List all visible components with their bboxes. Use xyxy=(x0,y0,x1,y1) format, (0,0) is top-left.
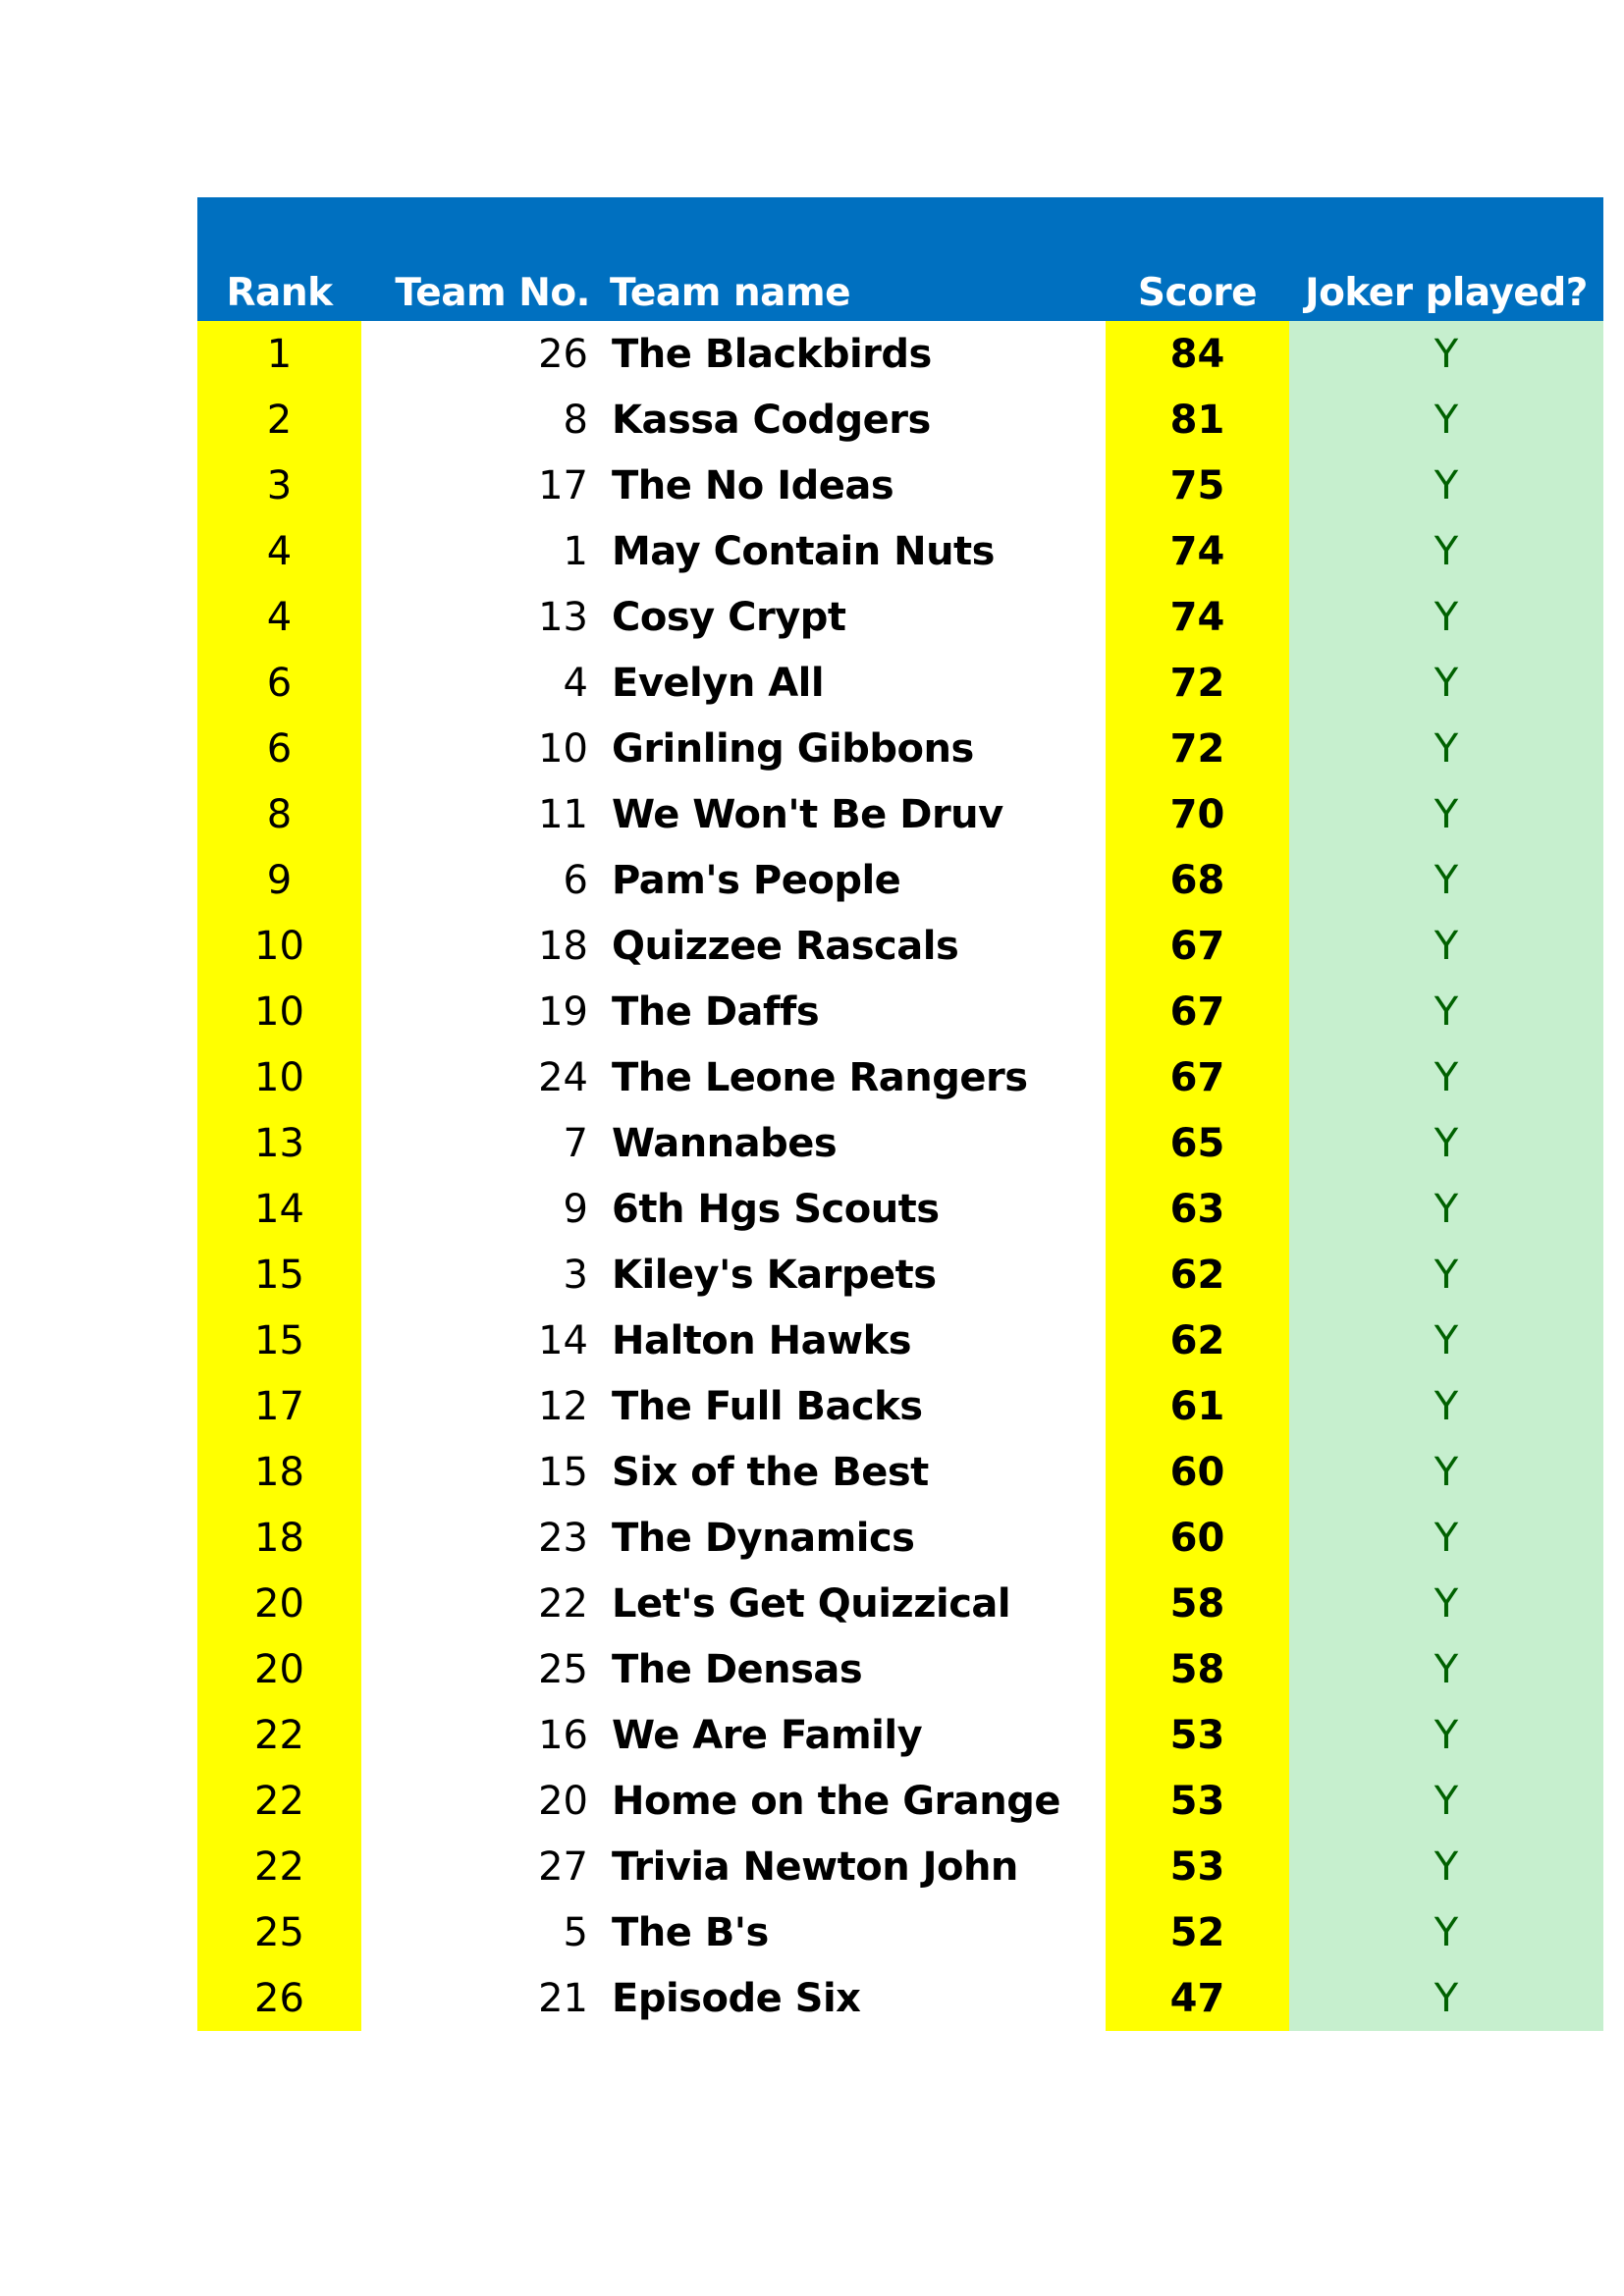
score-cell: 53 xyxy=(1106,1768,1289,1834)
rank-cell: 2 xyxy=(197,387,361,453)
table-row xyxy=(197,847,1603,913)
table-row xyxy=(197,518,1603,584)
rank-cell: 20 xyxy=(197,1636,361,1702)
table-row xyxy=(197,1373,1603,1439)
rank-cell: 14 xyxy=(197,1176,361,1242)
table-row xyxy=(197,1965,1603,2031)
team-no-cell: 25 xyxy=(538,1646,588,1692)
rank-cell: 4 xyxy=(197,584,361,650)
team-name-cell: Cosy Crypt xyxy=(612,594,846,640)
table-row xyxy=(197,716,1603,781)
table-row xyxy=(197,387,1603,453)
team-name-cell: May Contain Nuts xyxy=(612,528,995,574)
team-no-cell: 15 xyxy=(538,1449,588,1495)
team-name-cell: Evelyn All xyxy=(612,660,825,706)
joker-played-cell: Y xyxy=(1289,716,1603,781)
rank-cell: 8 xyxy=(197,781,361,847)
score-cell: 72 xyxy=(1106,650,1289,716)
rank-cell: 18 xyxy=(197,1439,361,1505)
rank-cell: 15 xyxy=(197,1242,361,1308)
score-cell: 81 xyxy=(1106,387,1289,453)
team-no-cell: 20 xyxy=(538,1778,588,1824)
table-row xyxy=(197,1176,1603,1242)
joker-played-cell: Y xyxy=(1289,1571,1603,1636)
team-no-cell: 8 xyxy=(563,397,588,443)
header-row xyxy=(197,197,1603,321)
table-row xyxy=(197,1308,1603,1373)
team-no-cell: 7 xyxy=(563,1120,588,1166)
joker-played-cell: Y xyxy=(1289,1768,1603,1834)
header-team-name: Team name xyxy=(600,197,1106,321)
score-cell: 63 xyxy=(1106,1176,1289,1242)
team-no-cell: 16 xyxy=(538,1712,588,1758)
results-table xyxy=(197,197,1603,2031)
team-name-cell: Episode Six xyxy=(612,1975,861,2021)
joker-played-cell: Y xyxy=(1289,1373,1603,1439)
score-cell: 53 xyxy=(1106,1834,1289,1899)
table-row xyxy=(197,1636,1603,1702)
team-no-cell: 6 xyxy=(563,857,588,903)
joker-played-cell: Y xyxy=(1289,847,1603,913)
rank-cell: 4 xyxy=(197,518,361,584)
header-score: Score xyxy=(1106,197,1289,321)
rank-cell: 6 xyxy=(197,716,361,781)
joker-played-cell: Y xyxy=(1289,1636,1603,1702)
team-name-cell: Kiley's Karpets xyxy=(612,1252,937,1298)
team-name-cell: Six of the Best xyxy=(612,1449,929,1495)
rank-cell: 18 xyxy=(197,1505,361,1571)
score-cell: 52 xyxy=(1106,1899,1289,1965)
team-name-cell: Halton Hawks xyxy=(612,1317,912,1363)
table-row xyxy=(197,1768,1603,1834)
rank-cell: 3 xyxy=(197,453,361,518)
joker-played-cell: Y xyxy=(1289,321,1603,387)
table-row xyxy=(197,1044,1603,1110)
score-cell: 61 xyxy=(1106,1373,1289,1439)
joker-played-cell: Y xyxy=(1289,1965,1603,2031)
table-row xyxy=(197,1571,1603,1636)
team-no-cell: 9 xyxy=(563,1186,588,1232)
joker-played-cell: Y xyxy=(1289,387,1603,453)
joker-played-cell: Y xyxy=(1289,1505,1603,1571)
team-name-cell: The Leone Rangers xyxy=(612,1054,1028,1100)
joker-played-cell: Y xyxy=(1289,518,1603,584)
team-name-cell: Quizzee Rascals xyxy=(612,923,959,969)
joker-played-cell: Y xyxy=(1289,1110,1603,1176)
rank-cell: 22 xyxy=(197,1702,361,1768)
joker-played-cell: Y xyxy=(1289,1308,1603,1373)
header-rank: Rank xyxy=(197,197,361,321)
team-no-cell: 23 xyxy=(538,1515,588,1561)
score-cell: 62 xyxy=(1106,1242,1289,1308)
rank-cell: 17 xyxy=(197,1373,361,1439)
table-row xyxy=(197,584,1603,650)
team-name-cell: The Densas xyxy=(612,1646,863,1692)
joker-played-cell: Y xyxy=(1289,781,1603,847)
table-row xyxy=(197,1899,1603,1965)
table-row xyxy=(197,979,1603,1044)
score-cell: 72 xyxy=(1106,716,1289,781)
team-no-cell: 4 xyxy=(563,660,588,706)
table-header xyxy=(197,197,1603,321)
table-row xyxy=(197,1110,1603,1176)
team-name-cell: The B's xyxy=(612,1909,769,1955)
score-cell: 75 xyxy=(1106,453,1289,518)
team-name-cell: Pam's People xyxy=(612,857,901,903)
table-row xyxy=(197,1505,1603,1571)
rank-cell: 10 xyxy=(197,979,361,1044)
score-cell: 84 xyxy=(1106,321,1289,387)
rank-cell: 13 xyxy=(197,1110,361,1176)
team-no-cell: 19 xyxy=(538,988,588,1035)
team-no-cell: 21 xyxy=(538,1975,588,2021)
team-name-cell: Let's Get Quizzical xyxy=(612,1580,1011,1627)
score-cell: 47 xyxy=(1106,1965,1289,2031)
table-row xyxy=(197,1834,1603,1899)
score-cell: 74 xyxy=(1106,584,1289,650)
table-body xyxy=(197,321,1603,2031)
score-cell: 62 xyxy=(1106,1308,1289,1373)
table-row xyxy=(197,913,1603,979)
joker-played-cell: Y xyxy=(1289,1044,1603,1110)
team-name-cell: The No Ideas xyxy=(612,462,894,508)
rank-cell: 6 xyxy=(197,650,361,716)
team-no-cell: 3 xyxy=(563,1252,588,1298)
table-row xyxy=(197,781,1603,847)
team-name-cell: The Blackbirds xyxy=(612,331,932,377)
rank-cell: 9 xyxy=(197,847,361,913)
score-cell: 58 xyxy=(1106,1571,1289,1636)
team-name-cell: Kassa Codgers xyxy=(612,397,931,443)
score-cell: 65 xyxy=(1106,1110,1289,1176)
joker-played-cell: Y xyxy=(1289,453,1603,518)
joker-played-cell: Y xyxy=(1289,913,1603,979)
joker-played-cell: Y xyxy=(1289,1702,1603,1768)
joker-played-cell: Y xyxy=(1289,1242,1603,1308)
score-cell: 68 xyxy=(1106,847,1289,913)
score-cell: 67 xyxy=(1106,979,1289,1044)
team-no-cell: 1 xyxy=(563,528,588,574)
rank-cell: 26 xyxy=(197,1965,361,2031)
score-cell: 60 xyxy=(1106,1439,1289,1505)
team-no-cell: 17 xyxy=(538,462,588,508)
team-name-cell: Grinling Gibbons xyxy=(612,725,974,772)
score-cell: 53 xyxy=(1106,1702,1289,1768)
rank-cell: 25 xyxy=(197,1899,361,1965)
table-row xyxy=(197,1242,1603,1308)
team-name-cell: Trivia Newton John xyxy=(612,1843,1018,1890)
table-row xyxy=(197,453,1603,518)
team-name-cell: 6th Hgs Scouts xyxy=(612,1186,940,1232)
joker-played-cell: Y xyxy=(1289,1834,1603,1899)
score-cell: 60 xyxy=(1106,1505,1289,1571)
team-name-cell: The Full Backs xyxy=(612,1383,923,1429)
score-cell: 58 xyxy=(1106,1636,1289,1702)
score-cell: 67 xyxy=(1106,1044,1289,1110)
team-no-cell: 27 xyxy=(538,1843,588,1890)
table-row xyxy=(197,1439,1603,1505)
rank-cell: 10 xyxy=(197,1044,361,1110)
score-cell: 70 xyxy=(1106,781,1289,847)
team-name-cell: We Won't Be Druv xyxy=(612,791,1003,837)
team-no-cell: 22 xyxy=(538,1580,588,1627)
rank-cell: 10 xyxy=(197,913,361,979)
header-joker-played: Joker played? xyxy=(1289,197,1603,321)
joker-played-cell: Y xyxy=(1289,650,1603,716)
table-row xyxy=(197,650,1603,716)
joker-played-cell: Y xyxy=(1289,979,1603,1044)
header-team-no: Team No. xyxy=(361,197,600,321)
team-no-cell: 18 xyxy=(538,923,588,969)
joker-played-cell: Y xyxy=(1289,1176,1603,1242)
rank-cell: 22 xyxy=(197,1834,361,1899)
rank-cell: 15 xyxy=(197,1308,361,1373)
team-name-cell: Home on the Grange xyxy=(612,1778,1061,1824)
table-row xyxy=(197,1702,1603,1768)
score-cell: 74 xyxy=(1106,518,1289,584)
rank-cell: 1 xyxy=(197,321,361,387)
team-name-cell: We Are Family xyxy=(612,1712,923,1758)
joker-played-cell: Y xyxy=(1289,1899,1603,1965)
team-no-cell: 5 xyxy=(563,1909,588,1955)
team-no-cell: 10 xyxy=(538,725,588,772)
team-no-cell: 26 xyxy=(538,331,588,377)
team-name-cell: The Daffs xyxy=(612,988,820,1035)
team-no-cell: 14 xyxy=(538,1317,588,1363)
rank-cell: 22 xyxy=(197,1768,361,1834)
team-no-cell: 24 xyxy=(538,1054,588,1100)
table-row xyxy=(197,321,1603,387)
joker-played-cell: Y xyxy=(1289,1439,1603,1505)
team-name-cell: Wannabes xyxy=(612,1120,838,1166)
joker-played-cell: Y xyxy=(1289,584,1603,650)
score-cell: 67 xyxy=(1106,913,1289,979)
team-no-cell: 12 xyxy=(538,1383,588,1429)
team-name-cell: The Dynamics xyxy=(612,1515,915,1561)
team-no-cell: 11 xyxy=(538,791,588,837)
rank-cell: 20 xyxy=(197,1571,361,1636)
team-no-cell: 13 xyxy=(538,594,588,640)
